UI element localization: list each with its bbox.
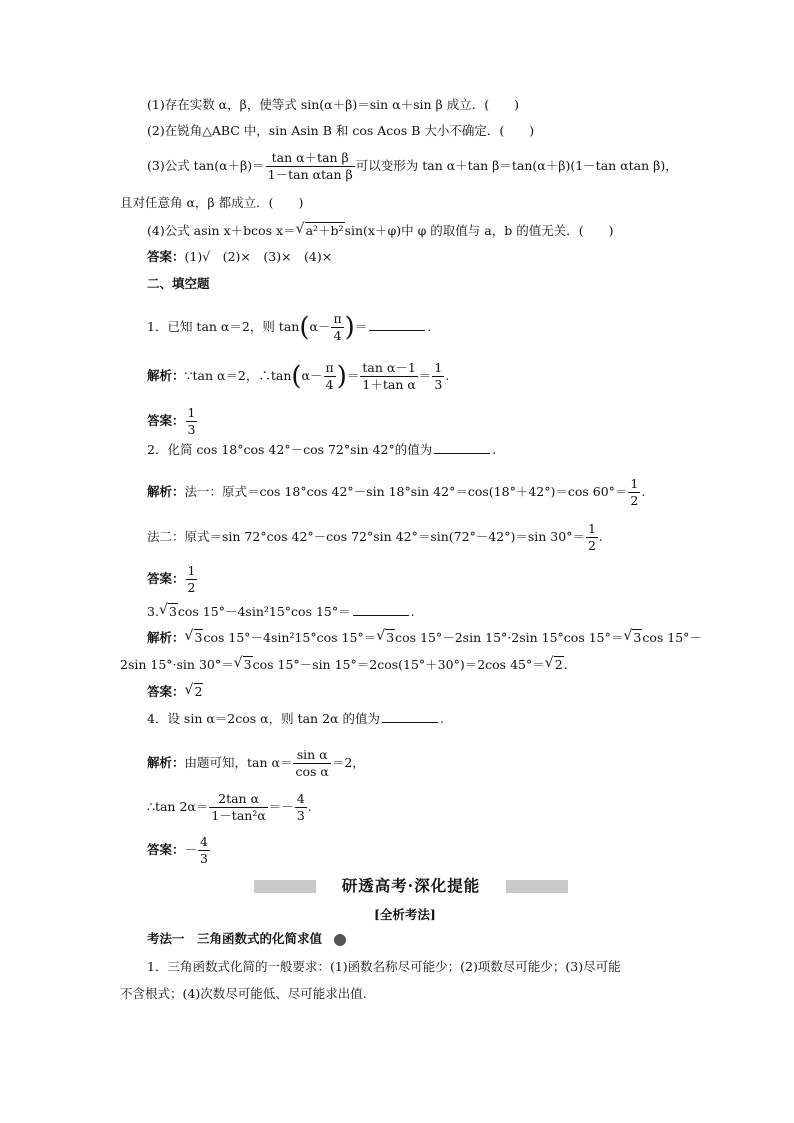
method-subtitle: [全析考法] [374, 907, 436, 922]
section-heading-fill: 二、填空题 [147, 276, 210, 291]
method-heading: 考法一 三角函数式的化简求值 [147, 930, 346, 948]
judgment-q3 [147, 150, 678, 183]
p4-answer: 答案：－ $\frac{4}{3}$ [147, 834, 208, 866]
judgment-q1: (1)存在实数 α，β，使等式 sin(α＋β)＝sin α＋sin β 成立．( ) [147, 97, 519, 112]
p3-analysis-line1: 解析： √ 3cos 15°－4sin²15°cos 15°＝ √ 3cos 15°－2sin 15°·2sin 15°cos 15°＝ √ 3cos 15°－ [147, 628, 702, 645]
p4-analysis-line2: ∴tan 2α＝ $\frac{\text{2tan α}}{\text{1－tan²α}}$ ＝－ $\frac{4}{3}$ . [147, 791, 312, 823]
method-item1-line2: 不含根式；(4)次数尽可能低、尽可能求出值. [120, 986, 367, 1001]
q3-numerator: tan α＋tan β [266, 150, 355, 167]
p4-answer-blank [382, 710, 438, 723]
p2-analysis-method1: 解析：法一：原式＝cos 18°cos 42°－sin 18°sin 42°＝cos(18°＋42°)＝cos 60°＝ $\frac{1}{2}$ . [147, 476, 646, 508]
banner-title: 研透高考·深化提能 [341, 876, 481, 895]
p1-answer: 答案： $\frac{1}{3}$ [147, 405, 196, 437]
q4-sqrt: √ a²＋b² [295, 221, 344, 238]
method-item1-line1: 1．三角函数式化简的一般要求：(1)函数名称尽可能少；(2)项数尽可能少；(3)尽可能 [147, 959, 621, 974]
q3-tail: 可以变形为 tan α＋tan β＝tan(α＋β)(1－tan αtan β)， [355, 158, 678, 173]
circle-marker-icon [334, 934, 346, 946]
p2-answer-blank [434, 441, 490, 454]
q4-lead: (4)公式 asin x＋bcos x＝ [147, 223, 296, 238]
answer-text: (1)√ (2)× (3)× (4)× [184, 249, 333, 264]
q3-denominator: 1－tan αtan β [267, 167, 353, 182]
p2-analysis-method2: 法二：原式＝sin 72°cos 42°－cos 72°sin 42°＝sin(72°－42°)＝sin 30°＝ $\frac{1}{2}$ . [147, 521, 603, 553]
q3-fraction [266, 150, 355, 183]
p3-analysis-line2: 2sin 15°·sin 30°＝ √ 3cos 15°－sin 15°＝2cos(15°＋30°)＝2cos 45°＝ √ 2. [120, 655, 568, 672]
section-banner [254, 876, 568, 896]
judgment-q2: (2)在锐角△ABC 中，sin Asin B 和 cos Acos B 大小不确定．( ) [147, 123, 535, 138]
p4-analysis-line1: 解析：由题可知，tan α＝ $\frac{\text{sin α}}{\text{cos α}}$ ＝2， [147, 747, 365, 779]
p3-answer-blank [353, 603, 409, 616]
banner-right-bar [506, 880, 568, 893]
p1-analysis: 解析：∵tan α＝2，∴tan(α－ $\frac{\pi}{4}$ )＝ $\frac{\text{tan α－1}}{\text{1＋tan α}}$ ＝ $\frac{1}{3}$ . [147, 360, 450, 392]
p1-answer-blank [369, 318, 425, 331]
p2-stem: 2．化简 cos 18°cos 42°－cos 72°sin 42°的值为 . [147, 442, 497, 457]
answer-label: 答案： [147, 249, 185, 264]
p4-stem: 4．设 sin α＝2cos α，则 tan 2α 的值为 . [147, 711, 444, 726]
judgment-answer [147, 248, 332, 266]
judgment-q4 [147, 222, 613, 240]
p3-answer: 答案： √ 2 [147, 682, 203, 699]
q4-tail: sin(x＋φ)中 φ 的取值与 a，b 的值无关．( ) [344, 223, 614, 238]
judgment-q3-line2: 且对任意角 α，β 都成立．( ) [120, 195, 304, 210]
p3-stem: 3. √ 3cos 15°－4sin²15°cos 15°＝ . [147, 602, 415, 619]
q3-lead: (3)公式 tan(α＋β)＝ [147, 158, 265, 173]
banner-left-bar [254, 880, 316, 893]
p1-stem: 1．已知 tan α＝2，则 tan(α－ $\frac{\pi}{4}$ )＝ . [147, 311, 432, 343]
p2-answer: 答案： $\frac{1}{2}$ [147, 563, 196, 595]
